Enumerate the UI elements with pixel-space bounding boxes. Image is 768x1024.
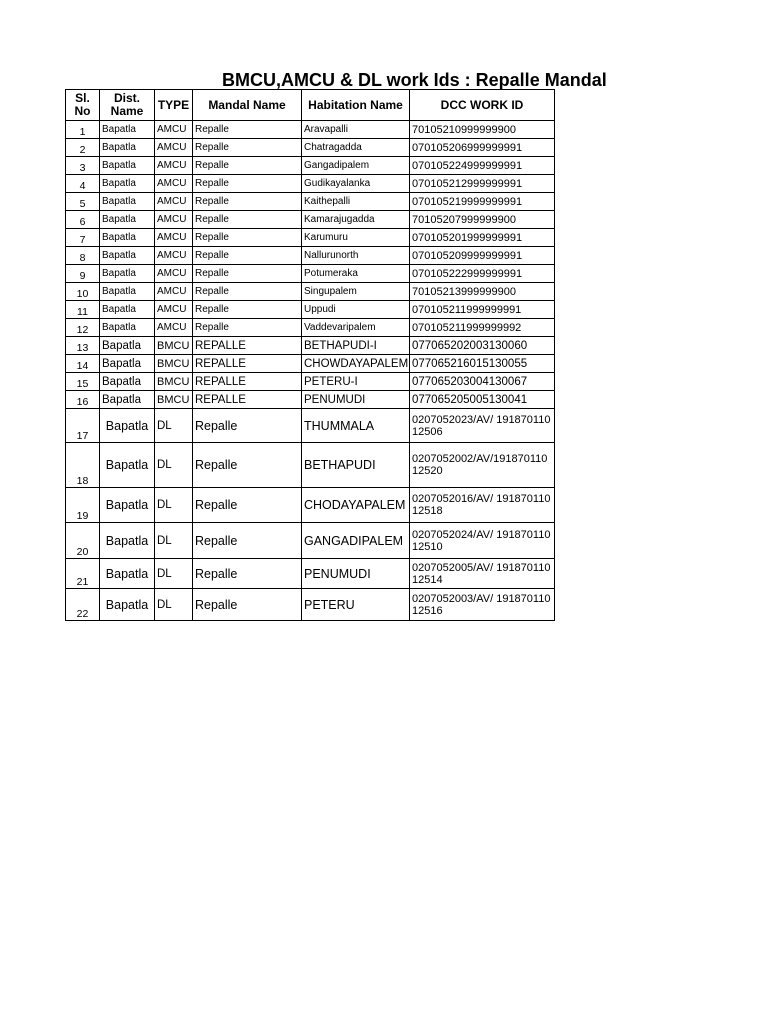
dist-name-cell: Bapatla: [100, 139, 155, 157]
habitation-name-cell: Nallurunorth: [302, 247, 410, 265]
mandal-name-cell: Repalle: [193, 265, 302, 283]
habitation-name-cell: Aravapalli: [302, 121, 410, 139]
type-cell: BMCU: [155, 337, 193, 355]
dcc-work-id-cell: 0207052024/AV/ 19187011012510: [410, 523, 555, 559]
dist-name-cell: Bapatla: [100, 373, 155, 391]
dist-name-cell: Bapatla: [100, 211, 155, 229]
dcc-work-id-cell: 0207052023/AV/ 19187011012506: [410, 409, 555, 443]
dist-name-cell: Bapatla: [100, 265, 155, 283]
type-cell: BMCU: [155, 355, 193, 373]
table-row: [66, 589, 555, 621]
type-cell: AMCU: [155, 283, 193, 301]
dcc-work-id-cell: 0207052005/AV/ 19187011012514: [410, 559, 555, 589]
table-row: [66, 247, 555, 265]
habitation-name-cell: Vaddevaripalem: [302, 319, 410, 337]
dcc-work-id-cell: 070105209999999991: [410, 247, 555, 265]
mandal-name-cell: Repalle: [193, 523, 302, 559]
type-cell: DL: [155, 523, 193, 559]
sl-no-cell: 16: [66, 391, 100, 409]
header-type: TYPE: [155, 90, 193, 121]
dcc-work-id-cell: 070105212999999991: [410, 175, 555, 193]
type-cell: DL: [155, 488, 193, 523]
dcc-work-id-cell: 077065203004130067: [410, 373, 555, 391]
sl-no-cell: 7: [66, 229, 100, 247]
type-cell: AMCU: [155, 211, 193, 229]
table-row: [66, 391, 555, 409]
type-cell: AMCU: [155, 229, 193, 247]
habitation-name-cell: Potumeraka: [302, 265, 410, 283]
dist-name-cell: Bapatla: [100, 157, 155, 175]
type-cell: AMCU: [155, 157, 193, 175]
sl-no-cell: 4: [66, 175, 100, 193]
work-id-table: [65, 89, 555, 621]
dist-name-cell: Bapatla: [100, 409, 155, 443]
habitation-name-cell: Kaithepalli: [302, 193, 410, 211]
mandal-name-cell: Repalle: [193, 229, 302, 247]
sl-no-cell: 14: [66, 355, 100, 373]
habitation-name-cell: Chatragadda: [302, 139, 410, 157]
habitation-name-cell: Uppudi: [302, 301, 410, 319]
table-row: [66, 283, 555, 301]
dcc-work-id-cell: 0207052002/AV/19187011012520: [410, 443, 555, 488]
header-dcc-work-id: DCC WORK ID: [410, 90, 555, 121]
mandal-name-cell: Repalle: [193, 157, 302, 175]
mandal-name-cell: Repalle: [193, 283, 302, 301]
mandal-name-cell: REPALLE: [193, 373, 302, 391]
dist-name-cell: Bapatla: [100, 559, 155, 589]
dist-name-cell: Bapatla: [100, 319, 155, 337]
mandal-name-cell: Repalle: [193, 559, 302, 589]
habitation-name-cell: Gudikayalanka: [302, 175, 410, 193]
table-row: [66, 373, 555, 391]
habitation-name-cell: CHODAYAPALEM: [302, 488, 410, 523]
dcc-work-id-cell: 070105201999999991: [410, 229, 555, 247]
type-cell: AMCU: [155, 121, 193, 139]
sl-no-cell: 11: [66, 301, 100, 319]
table-row: [66, 409, 555, 443]
sl-no-cell: 1: [66, 121, 100, 139]
header-sl-no: Sl. No: [66, 90, 100, 121]
dist-name-cell: Bapatla: [100, 391, 155, 409]
mandal-name-cell: REPALLE: [193, 391, 302, 409]
type-cell: AMCU: [155, 265, 193, 283]
dcc-work-id-cell: 70105213999999900: [410, 283, 555, 301]
dcc-work-id-cell: 070105222999999991: [410, 265, 555, 283]
sl-no-cell: 2: [66, 139, 100, 157]
sl-no-cell: 10: [66, 283, 100, 301]
mandal-name-cell: REPALLE: [193, 355, 302, 373]
dist-name-cell: Bapatla: [100, 488, 155, 523]
table-row: [66, 193, 555, 211]
document-title: BMCU,AMCU & DL work Ids : Repalle Mandal: [222, 70, 607, 90]
sl-no-cell: 9: [66, 265, 100, 283]
dist-name-cell: Bapatla: [100, 121, 155, 139]
table-row: [66, 443, 555, 488]
dist-name-cell: Bapatla: [100, 355, 155, 373]
table-row: [66, 265, 555, 283]
sl-no-cell: 13: [66, 337, 100, 355]
dcc-work-id-cell: 077065205005130041: [410, 391, 555, 409]
habitation-name-cell: Singupalem: [302, 283, 410, 301]
table-row: [66, 175, 555, 193]
dcc-work-id-cell: 70105207999999900: [410, 211, 555, 229]
dcc-work-id-cell: 070105219999999991: [410, 193, 555, 211]
sl-no-cell: 12: [66, 319, 100, 337]
sl-no-cell: 21: [66, 559, 100, 589]
dist-name-cell: Bapatla: [100, 443, 155, 488]
dcc-work-id-cell: 0207052003/AV/ 19187011012516: [410, 589, 555, 621]
table-row: [66, 229, 555, 247]
dist-name-cell: Bapatla: [100, 337, 155, 355]
dist-name-cell: Bapatla: [100, 283, 155, 301]
table-row: [66, 523, 555, 559]
table-header-row: [66, 90, 555, 121]
type-cell: AMCU: [155, 319, 193, 337]
sl-no-cell: 20: [66, 523, 100, 559]
table-row: [66, 121, 555, 139]
habitation-name-cell: GANGADIPALEM: [302, 523, 410, 559]
habitation-name-cell: PETERU: [302, 589, 410, 621]
habitation-name-cell: PETERU-I: [302, 373, 410, 391]
dcc-work-id-cell: 077065202003130060: [410, 337, 555, 355]
type-cell: DL: [155, 589, 193, 621]
type-cell: DL: [155, 443, 193, 488]
dist-name-cell: Bapatla: [100, 229, 155, 247]
dcc-work-id-cell: 070105211999999991: [410, 301, 555, 319]
type-cell: DL: [155, 409, 193, 443]
habitation-name-cell: Gangadipalem: [302, 157, 410, 175]
mandal-name-cell: Repalle: [193, 139, 302, 157]
habitation-name-cell: Karumuru: [302, 229, 410, 247]
habitation-name-cell: BETHAPUDI: [302, 443, 410, 488]
mandal-name-cell: Repalle: [193, 319, 302, 337]
type-cell: AMCU: [155, 193, 193, 211]
sl-no-cell: 18: [66, 443, 100, 488]
table-row: [66, 488, 555, 523]
type-cell: AMCU: [155, 175, 193, 193]
table-row: [66, 139, 555, 157]
dcc-work-id-cell: 070105224999999991: [410, 157, 555, 175]
sl-no-cell: 17: [66, 409, 100, 443]
sl-no-cell: 22: [66, 589, 100, 621]
type-cell: DL: [155, 559, 193, 589]
sl-no-cell: 19: [66, 488, 100, 523]
type-cell: BMCU: [155, 391, 193, 409]
mandal-name-cell: Repalle: [193, 589, 302, 621]
type-cell: AMCU: [155, 247, 193, 265]
mandal-name-cell: Repalle: [193, 121, 302, 139]
mandal-name-cell: Repalle: [193, 409, 302, 443]
type-cell: BMCU: [155, 373, 193, 391]
habitation-name-cell: BETHAPUDI-I: [302, 337, 410, 355]
sl-no-cell: 15: [66, 373, 100, 391]
sl-no-cell: 6: [66, 211, 100, 229]
dcc-work-id-cell: 0207052016/AV/ 19187011012518: [410, 488, 555, 523]
type-cell: AMCU: [155, 301, 193, 319]
table-row: [66, 355, 555, 373]
header-dist-name: Dist. Name: [100, 90, 155, 121]
dist-name-cell: Bapatla: [100, 193, 155, 211]
dcc-work-id-cell: 70105210999999900: [410, 121, 555, 139]
table-row: [66, 319, 555, 337]
type-cell: AMCU: [155, 139, 193, 157]
dcc-work-id-cell: 070105206999999991: [410, 139, 555, 157]
sl-no-cell: 8: [66, 247, 100, 265]
mandal-name-cell: Repalle: [193, 443, 302, 488]
habitation-name-cell: Kamarajugadda: [302, 211, 410, 229]
habitation-name-cell: CHOWDAYAPALEM: [302, 355, 410, 373]
table-row: [66, 559, 555, 589]
table-row: [66, 301, 555, 319]
mandal-name-cell: Repalle: [193, 193, 302, 211]
dist-name-cell: Bapatla: [100, 247, 155, 265]
dcc-work-id-cell: 077065216015130055: [410, 355, 555, 373]
sl-no-cell: 5: [66, 193, 100, 211]
mandal-name-cell: REPALLE: [193, 337, 302, 355]
sl-no-cell: 3: [66, 157, 100, 175]
header-mandal-name: Mandal Name: [193, 90, 302, 121]
table-row: [66, 157, 555, 175]
mandal-name-cell: Repalle: [193, 488, 302, 523]
header-habitation-name: Habitation Name: [302, 90, 410, 121]
habitation-name-cell: PENUMUDI: [302, 559, 410, 589]
mandal-name-cell: Repalle: [193, 211, 302, 229]
dist-name-cell: Bapatla: [100, 301, 155, 319]
habitation-name-cell: PENUMUDI: [302, 391, 410, 409]
table-row: [66, 211, 555, 229]
dist-name-cell: Bapatla: [100, 175, 155, 193]
mandal-name-cell: Repalle: [193, 301, 302, 319]
table-row: [66, 337, 555, 355]
mandal-name-cell: Repalle: [193, 247, 302, 265]
dist-name-cell: Bapatla: [100, 589, 155, 621]
dist-name-cell: Bapatla: [100, 523, 155, 559]
mandal-name-cell: Repalle: [193, 175, 302, 193]
dcc-work-id-cell: 070105211999999992: [410, 319, 555, 337]
habitation-name-cell: THUMMALA: [302, 409, 410, 443]
